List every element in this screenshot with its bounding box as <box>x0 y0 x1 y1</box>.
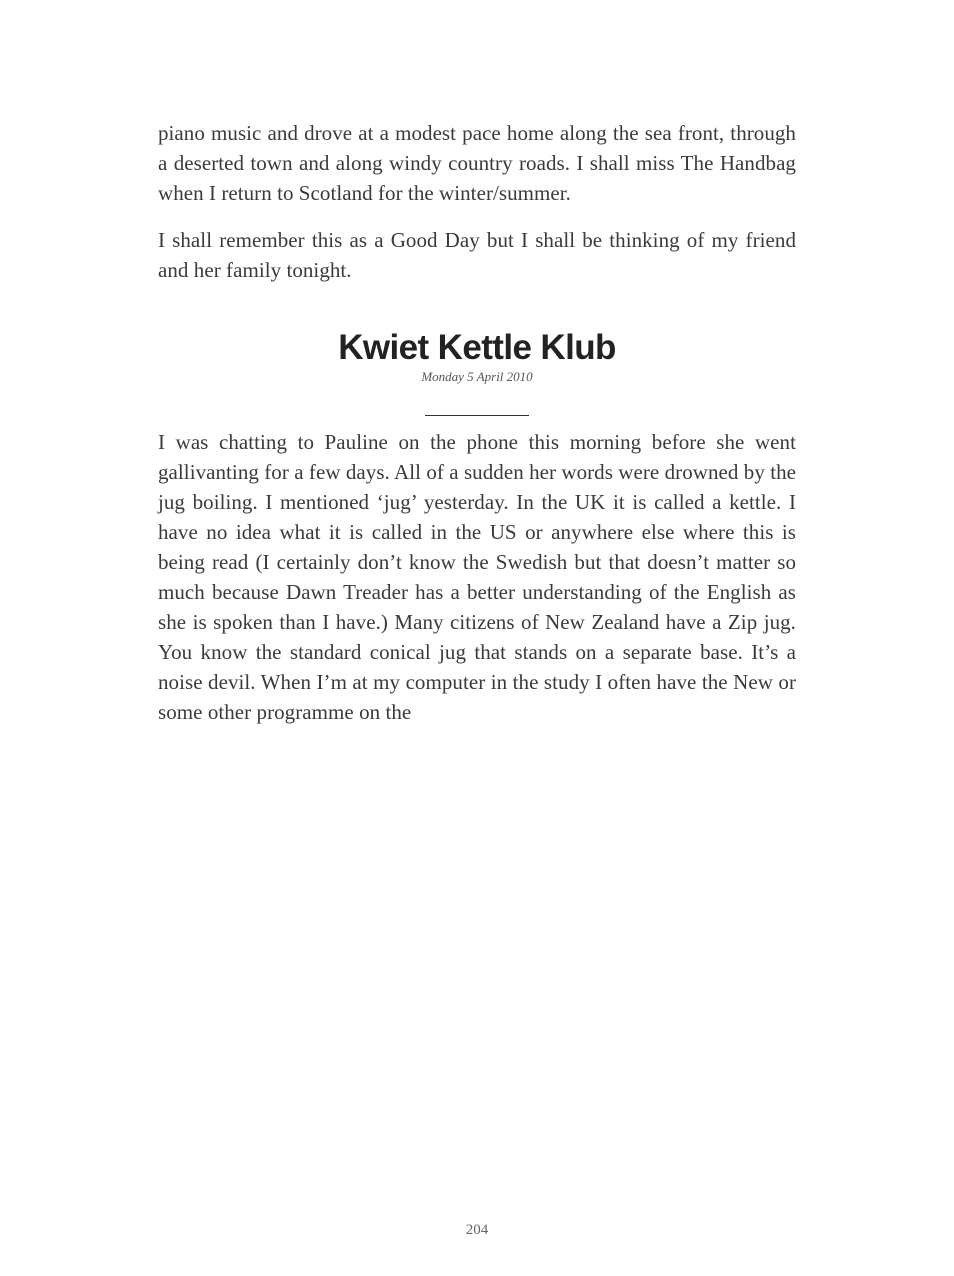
article <box>158 329 796 727</box>
page-number: 204 <box>465 1222 489 1238</box>
article-date: Monday 5 April 2010 <box>421 369 533 384</box>
article-title: Kwiet Kettle Klub <box>338 328 616 367</box>
paragraph-continuation-2: I shall remember this as a Good Day but I shall be thinking of my friend and her family tonight. <box>158 228 796 282</box>
paragraph-continuation-1: piano music and drove at a modest pace home along the sea front, through a deserted town and along windy country roads. I shall miss The Handbag when I return to Scotland for the winter/summer. <box>158 121 796 205</box>
title-divider <box>425 415 529 416</box>
page-content <box>158 118 796 727</box>
article-body: I was chatting to Pauline on the phone this morning before she went gallivanting for a few days. All of a sudden her words were drowned by the jug boiling. I mentioned ‘jug’ yesterday. In the UK it is called a kettle. I have no idea what it is called in the US or anywhere else where this is being read (I certainly don’t know the Swedish but that doesn’t matter so much because Dawn Treader has a better understanding of the English as she is spoken than I have.) Many citizens of New Zealand have a Zip jug. You know the standard conical jug that stands on a separate base. It’s a noise devil. When I’m at my computer in the study I often have the New or some other programme on the <box>158 430 796 724</box>
